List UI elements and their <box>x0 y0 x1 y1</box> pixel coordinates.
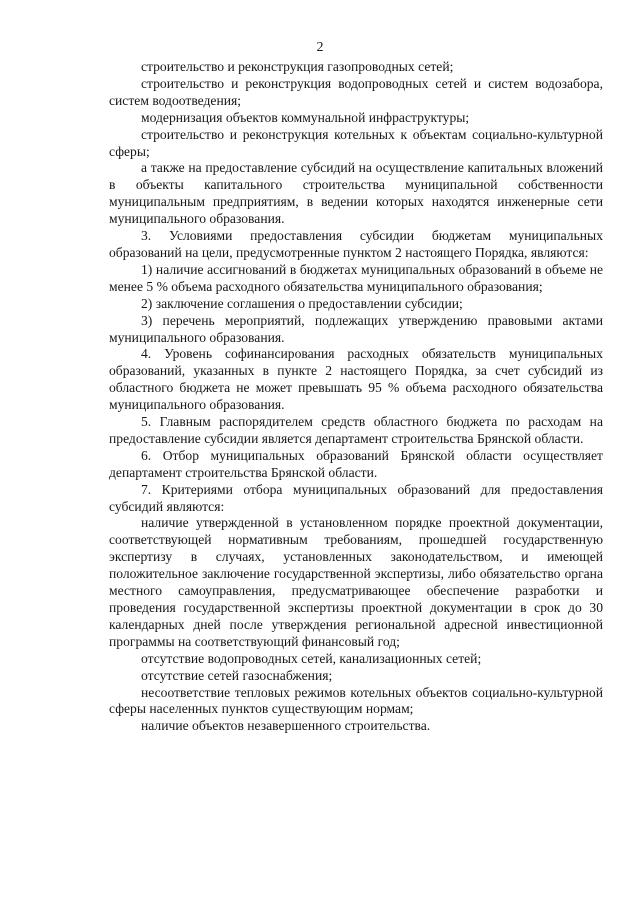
paragraph: несоответствие тепловых режимов котельных объектов социально-культурной сферы населенных пунктов существующим нормам; <box>109 684 603 717</box>
paragraph: 4. Уровень софинансирования расходных обязательств муниципальных образований, указанных в пункте 2 настоящего Порядка, за счет субсидий из областного бюджета не может превышать 95 % объема расходного обязательства муниципального образования. <box>109 346 603 413</box>
page-number: 2 <box>316 40 324 55</box>
paragraph: 1) наличие ассигнований в бюджетах муниципальных образований в объеме не менее 5 % объема расходного обязательства муниципального образования; <box>109 261 603 294</box>
paragraph: 3. Условиями предоставления субсидии бюджетам муниципальных образований на цели, предусмотренные пунктом 2 настоящего Порядка, являются: <box>109 228 603 260</box>
paragraph: модернизация объектов коммунальной инфраструктуры; <box>141 109 470 125</box>
paragraph: 2) заключение соглашения о предоставлении субсидии; <box>141 295 463 311</box>
paragraph: строительство и реконструкция котельных к объектам социально-культурной сферы; <box>109 126 603 159</box>
document-body <box>109 59 603 735</box>
paragraph: строительство и реконструкция водопроводных сетей и систем водозабора, систем водоотведения; <box>109 75 603 108</box>
paragraph: наличие утвержденной в установленном порядке проектной документации, соответствующей нормативным требованиям, прошедшей государственную экспертизу в случаях, установленных законодательством, и имеющей положительное заключение государственной экспертизы, либо обязательство органа местного самоуправления, предусматривающее обеспечение разработки и проведения государственной экспертизы проектной документации в срок до 30 календарных дней после утверждения региональной адресной инвестиционной программы на соответствующий финансовый год; <box>109 515 603 649</box>
paragraph: а также на предоставление субсидий на осуществление капитальных вложений в объекты капитального строительства муниципальной собственности муниципальным предприятиям, в ведении которых находятся инженерные сети муниципального образования. <box>109 160 603 227</box>
paragraph: строительство и реконструкция газопроводных сетей; <box>141 59 454 74</box>
paragraph: отсутствие водопроводных сетей, канализационных сетей; <box>141 650 482 666</box>
paragraph: отсутствие сетей газоснабжения; <box>141 667 333 683</box>
paragraph: 3) перечень мероприятий, подлежащих утверждению правовыми актами муниципального образования. <box>109 312 603 345</box>
paragraph: 5. Главным распорядителем средств областного бюджета по расходам на предоставление субсидии является департамент строительства Брянской области. <box>109 414 603 446</box>
paragraph: наличие объектов незавершенного строительства. <box>141 718 431 734</box>
paragraph: 7. Критериями отбора муниципальных образований для предоставления субсидий являются: <box>109 481 603 514</box>
paragraph: 6. Отбор муниципальных образований Брянской области осуществляет департамент строительства Брянской области. <box>109 447 603 480</box>
